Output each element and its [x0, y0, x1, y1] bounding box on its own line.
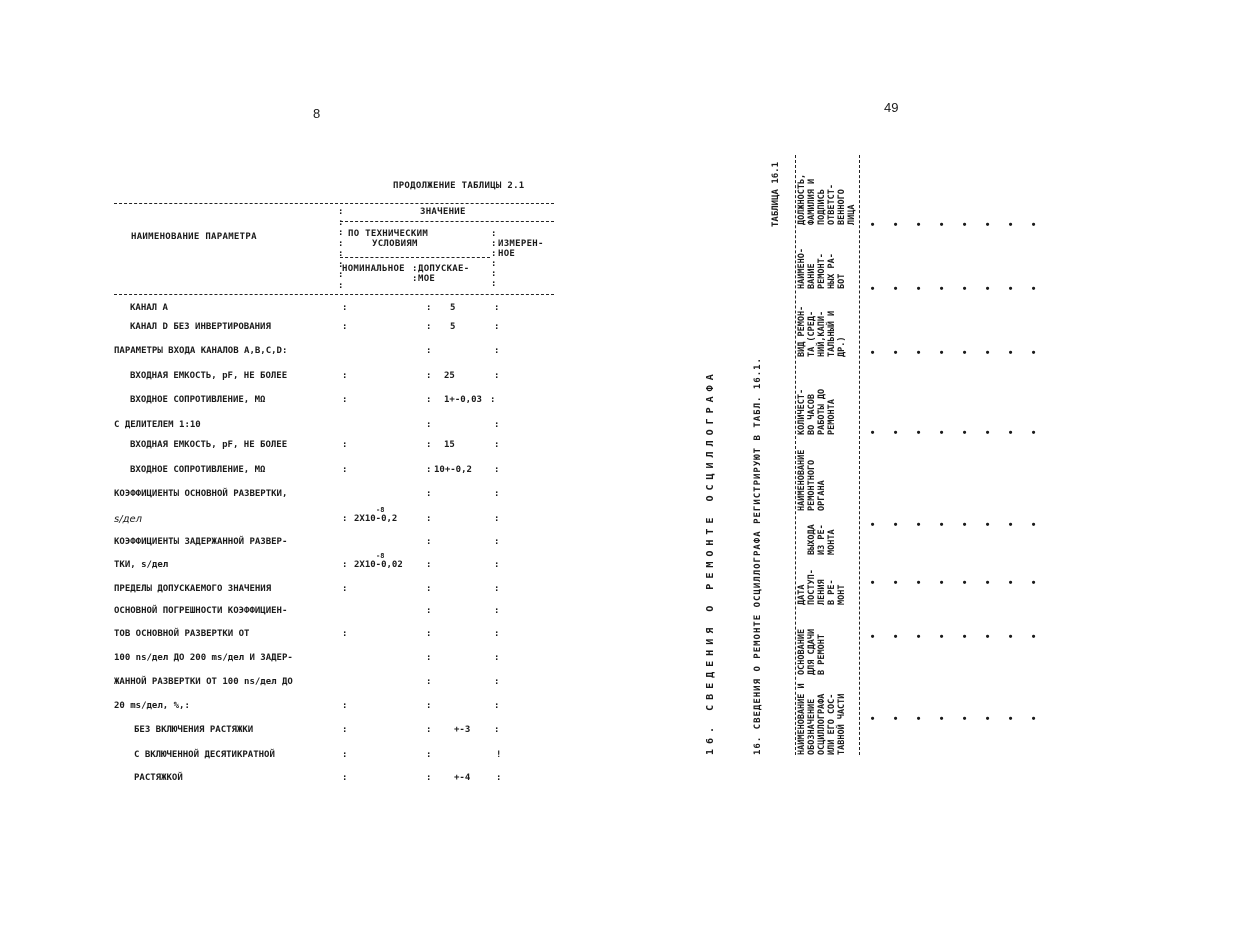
table-row: ВХОДНАЯ ЕМКОСТЬ, pF, НЕ БОЛЕЕ : : 25 :	[130, 371, 500, 381]
header-colons-a: : : : : : : : :	[338, 207, 344, 291]
table-row: БЕЗ ВКЛЮЧЕНИЯ РАСТЯЖКИ : : +-3 :	[134, 725, 500, 735]
dot-column: • • • • • • • •	[869, 715, 1040, 721]
row-name: ВХОДНОЕ СОПРОТИВЛЕНИЕ, MΩ	[130, 465, 266, 475]
table-row: ОСНОВНОЙ ПОГРЕШНОСТИ КОЭФФИЦИЕН- : :	[114, 606, 500, 616]
header-tolerance-2: МОЕ	[418, 274, 436, 284]
row-exponent: -8	[376, 552, 385, 560]
table-row: ВХОДНОЕ СОПРОТИВЛЕНИЕ, MΩ : : 1+-0,03 :	[130, 395, 496, 405]
row-name: РАСТЯЖКОЙ	[134, 773, 183, 783]
header-measured-2: НОЕ	[498, 249, 516, 259]
row-name: С ВКЛЮЧЕННОЙ ДЕСЯТИКРАТНОЙ	[134, 750, 275, 760]
header-measured: ИЗМЕРЕН-	[498, 239, 544, 249]
header-rule-2	[340, 257, 490, 258]
col-header: НАИМЕНОВАНИЕ РЕМОНТНОГО ОРГАНА	[797, 449, 827, 511]
row-name: ОСНОВНОЙ ПОГРЕШНОСТИ КОЭФФИЦИЕН-	[114, 606, 288, 616]
table-row: КОЭФФИЦИЕНТЫ ЗАДЕРЖАННОЙ РАЗВЕР- : :	[114, 537, 500, 547]
section-subtitle: 16. СВЕДЕНИЯ О РЕМОНТЕ ОСЦИЛЛОГРАФА РЕГИСТРИРУЮТ В ТАБЛ. 16.1.	[753, 357, 763, 755]
table-row: 100 ns/дел ДО 200 ms/дел И ЗАДЕР- : :	[114, 653, 500, 663]
dot-column: • • • • • • • •	[869, 521, 1040, 527]
dot-column: • • • • • • • •	[869, 221, 1040, 227]
table-row: РАСТЯЖКОЙ : : +-4 :	[134, 773, 502, 783]
col-header: КОЛИЧЕСТ- ВО ЧАСОВ РАБОТЫ ДО РЕМОНТА	[797, 388, 837, 435]
table-row: ТКИ, s/дел : 2X10-0,02 -8 : :	[114, 552, 500, 570]
row-tolerance: 15	[444, 440, 455, 450]
row-name: ВХОДНОЕ СОПРОТИВЛЕНИЕ, MΩ	[130, 395, 266, 405]
header-colons-c: : : : : : :	[491, 229, 497, 289]
row-nominal: 2X10-0,2	[354, 514, 398, 524]
rtable-top-rule	[795, 155, 796, 755]
col-header: ДАТА ПОСТУП- ЛЕНИЯ В РЕ- МОНТ	[797, 569, 847, 605]
table-continuation-label: ПРОДОЛЖЕНИЕ ТАБЛИЦЫ 2.1	[393, 181, 525, 191]
row-name: КОЭФФИЦИЕНТЫ ОСНОВНОЙ РАЗВЕРТКИ,	[114, 489, 288, 499]
left-page-number: 8	[313, 106, 321, 121]
table-row: ПРЕДЕЛЫ ДОПУСКАЕМОГО ЗНАЧЕНИЯ : : :	[114, 584, 500, 594]
row-tolerance: 5	[450, 303, 456, 313]
header-colons-b: : :	[412, 264, 418, 284]
table-row: С ДЕЛИТЕЛЕМ 1:10 : :	[114, 420, 500, 430]
section-title: 16. СВЕДЕНИЯ О РЕМОНТЕ ОСЦИЛЛОГРАФА	[705, 369, 716, 755]
row-tolerance: +-3	[454, 725, 471, 735]
dot-column: • • • • • • • •	[869, 429, 1040, 435]
right-page-number: 49	[884, 100, 899, 115]
header-value: ЗНАЧЕНИЕ	[420, 207, 466, 217]
col-header: НАИМЕНОВАНИЕ И ОБОЗНАЧЕНИЕ ОСЦИЛЛОГРАФА ИЛИ ЕГО СОС- ТАВНОЙ ЧАСТИ	[797, 683, 847, 755]
col-header: ВИД РЕМОН- ТА (СРЕД- НИЙ,КАПИ- ТАЛЬНЫЙ И ДР.)	[797, 305, 847, 357]
row-tolerance: 25	[444, 371, 455, 381]
header-rule-1	[340, 221, 554, 222]
header-nominal: НОМИНАЛЬНОЕ	[342, 264, 405, 274]
row-name: КАНАЛ А	[130, 303, 168, 313]
table-row: 20 ms/дел, %,: : : :	[114, 701, 500, 711]
table-row: s/дел : 2X10-0,2 -8 : :	[114, 506, 500, 525]
col-header: ОСНОВАНИЕ ДЛЯ СДАЧИ В РЕМОНТ	[797, 628, 827, 675]
row-name: ЖАННОЙ РАЗВЕРТКИ ОТ 100 ns/дел ДО	[114, 677, 293, 687]
row-name: С ДЕЛИТЕЛЕМ 1:10	[114, 420, 201, 430]
header-param-name: НАИМЕНОВАНИЕ ПАРАМЕТРА	[131, 232, 257, 242]
dot-column: • • • • • • • •	[869, 579, 1040, 585]
table-row: ТОВ ОСНОВНОЙ РАЗВЕРТКИ ОТ : : :	[114, 629, 500, 639]
table-row: КОЭФФИЦИЕНТЫ ОСНОВНОЙ РАЗВЕРТКИ, : :	[114, 489, 500, 499]
dot-column: • • • • • • • •	[869, 349, 1040, 355]
col-header: ДОЛЖНОСТЬ, ФАМИЛИЯ И ПОДПИСЬ ОТВЕТСТ- ВЕННОГО ЛИЦА	[797, 173, 857, 225]
row-tolerance: 1+-0,03	[444, 395, 482, 405]
row-name: ВХОДНАЯ ЕМКОСТЬ, pF, НЕ БОЛЕЕ	[130, 371, 288, 381]
table-row: ПАРАМЕТРЫ ВХОДА КАНАЛОВ А,B,C,D: : :	[114, 346, 500, 356]
header-tech-conditions-2: УСЛОВИЯМ	[372, 239, 418, 249]
row-tolerance: 10+-0,2	[434, 465, 472, 475]
table-label: ТАБЛИЦА 16.1	[771, 161, 781, 227]
row-tolerance: +-4	[454, 773, 471, 783]
row-name: ВХОДНАЯ ЕМКОСТЬ, pF, НЕ БОЛЕЕ	[130, 440, 288, 450]
rotated-table-page	[705, 161, 1040, 755]
row-name: ТКИ, s/дел	[114, 560, 169, 570]
row-name: 20 ms/дел, %,:	[114, 701, 190, 711]
table-row: С ВКЛЮЧЕННОЙ ДЕСЯТИКРАТНОЙ : : !	[134, 750, 502, 760]
col-header: НАИМЕНО- ВАНИЕ РЕМОНТ- НЫХ РА- БОТ	[797, 248, 847, 289]
row-tolerance: 5	[450, 322, 456, 332]
col-header: ВЫХОДА ИЗ РЕ- МОНТА	[807, 524, 837, 555]
row-exponent: -8	[376, 506, 385, 514]
row-name: ТОВ ОСНОВНОЙ РАЗВЕРТКИ ОТ	[114, 629, 250, 639]
table-top-rule	[114, 203, 554, 204]
dot-column: • • • • • • • •	[869, 285, 1040, 291]
row-name: КОЭФФИЦИЕНТЫ ЗАДЕРЖАННОЙ РАЗВЕР-	[114, 537, 288, 547]
row-name: 100 ns/дел ДО 200 ms/дел И ЗАДЕР-	[114, 653, 293, 663]
table-row: ВХОДНАЯ ЕМКОСТЬ, pF, НЕ БОЛЕЕ : : 15 :	[130, 440, 500, 450]
row-nominal: 2X10-0,02	[354, 560, 403, 570]
table-row: КАНАЛ А : : 5 :	[130, 303, 500, 313]
dot-column: • • • • • • • •	[869, 633, 1040, 639]
row-name: ПРЕДЕЛЫ ДОПУСКАЕМОГО ЗНАЧЕНИЯ	[114, 584, 272, 594]
rtable-header-rule	[859, 155, 860, 755]
row-name: БЕЗ ВКЛЮЧЕНИЯ РАСТЯЖКИ	[134, 725, 254, 735]
table-row: КАНАЛ D БЕЗ ИНВЕРТИРОВАНИЯ : : 5 :	[130, 322, 500, 332]
row-name: ПАРАМЕТРЫ ВХОДА КАНАЛОВ А,B,C,D:	[114, 346, 288, 356]
header-bottom-rule	[114, 294, 554, 295]
header-tech-conditions: ПО ТЕХНИЧЕСКИМ	[348, 229, 429, 239]
row-name: s/дел	[114, 514, 143, 525]
table-row: ВХОДНОЕ СОПРОТИВЛЕНИЕ, MΩ : : 10+-0,2 :	[130, 465, 500, 475]
row-name: КАНАЛ D БЕЗ ИНВЕРТИРОВАНИЯ	[130, 322, 271, 332]
header-tolerance: ДОПУСКАЕ-	[418, 264, 470, 274]
table-row: ЖАННОЙ РАЗВЕРТКИ ОТ 100 ns/дел ДО : :	[114, 677, 500, 687]
